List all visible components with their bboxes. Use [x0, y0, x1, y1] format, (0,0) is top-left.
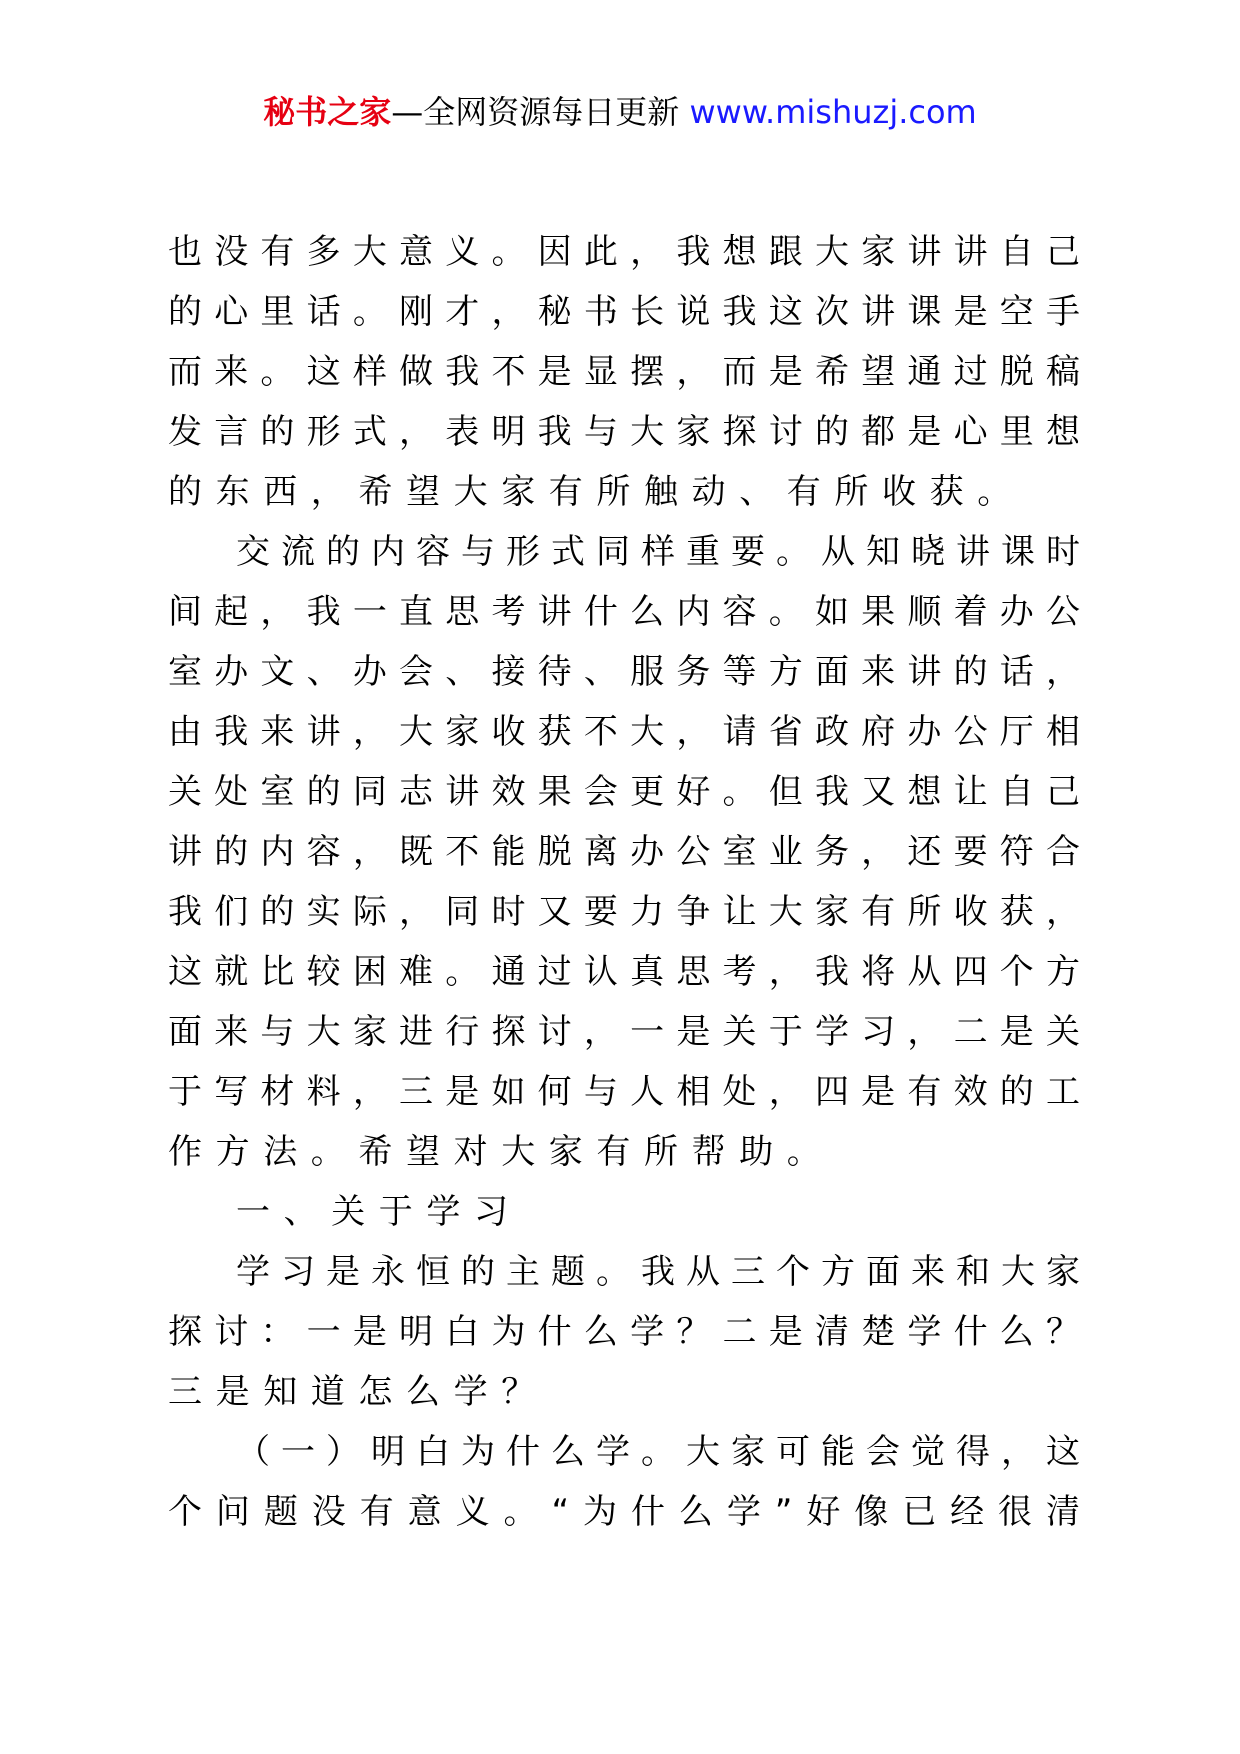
text-line: 而来。这样做我不是显摆，而是希望通过脱稿 [168, 352, 1080, 392]
text-line: 我们的实际，同时又要力争让大家有所收获， [168, 892, 1080, 932]
text-line: 也没有多大意义。因此，我想跟大家讲讲自己 [168, 232, 1080, 272]
text-line: 交流的内容与形式同样重要。从知晓讲课时 [236, 532, 1080, 572]
site-slogan: —全网资源每日更新 [391, 93, 690, 131]
text-line: 的心里话。刚才，秘书长说我这次讲课是空手 [168, 292, 1080, 332]
text-line: 作方法。希望对大家有所帮助。 [168, 1132, 835, 1172]
text-line: 讲的内容，既不能脱离办公室业务，还要符合 [168, 832, 1080, 872]
text-line: 的东西，希望大家有所触动、有所收获。 [168, 472, 1025, 512]
text-line: 三是知道怎么学？ [168, 1372, 549, 1412]
text-line: 面来与大家进行探讨，一是关于学习，二是关 [168, 1012, 1080, 1052]
text-line: 于写材料，三是如何与人相处，四是有效的工 [168, 1072, 1080, 1112]
text-line: 室办文、办会、接待、服务等方面来讲的话， [168, 652, 1080, 692]
text-line: 关处室的同志讲效果会更好。但我又想让自己 [168, 772, 1080, 812]
page-header [0, 92, 1240, 132]
text-line: （一）明白为什么学。大家可能会觉得，这 [236, 1432, 1080, 1472]
text-line: 学习是永恒的主题。我从三个方面来和大家 [236, 1252, 1080, 1292]
text-line: 这就比较困难。通过认真思考，我将从四个方 [168, 952, 1080, 992]
text-line: 个问题没有意义。“为什么学”好像已经很清 [168, 1492, 1080, 1532]
text-line: 由我来讲，大家收获不大，请省政府办公厅相 [168, 712, 1080, 752]
text-line: 发言的形式，表明我与大家探讨的都是心里想 [168, 412, 1080, 452]
text-line: 探讨：一是明白为什么学？二是清楚学什么？ [168, 1312, 1080, 1352]
site-url[interactable]: www.mishuzj.com [689, 93, 977, 131]
site-brand: 秘书之家 [263, 93, 392, 131]
document-body [168, 222, 1080, 1542]
text-line: 间起，我一直思考讲什么内容。如果顺着办公 [168, 592, 1080, 632]
section-heading: 一、关于学习 [236, 1192, 522, 1232]
